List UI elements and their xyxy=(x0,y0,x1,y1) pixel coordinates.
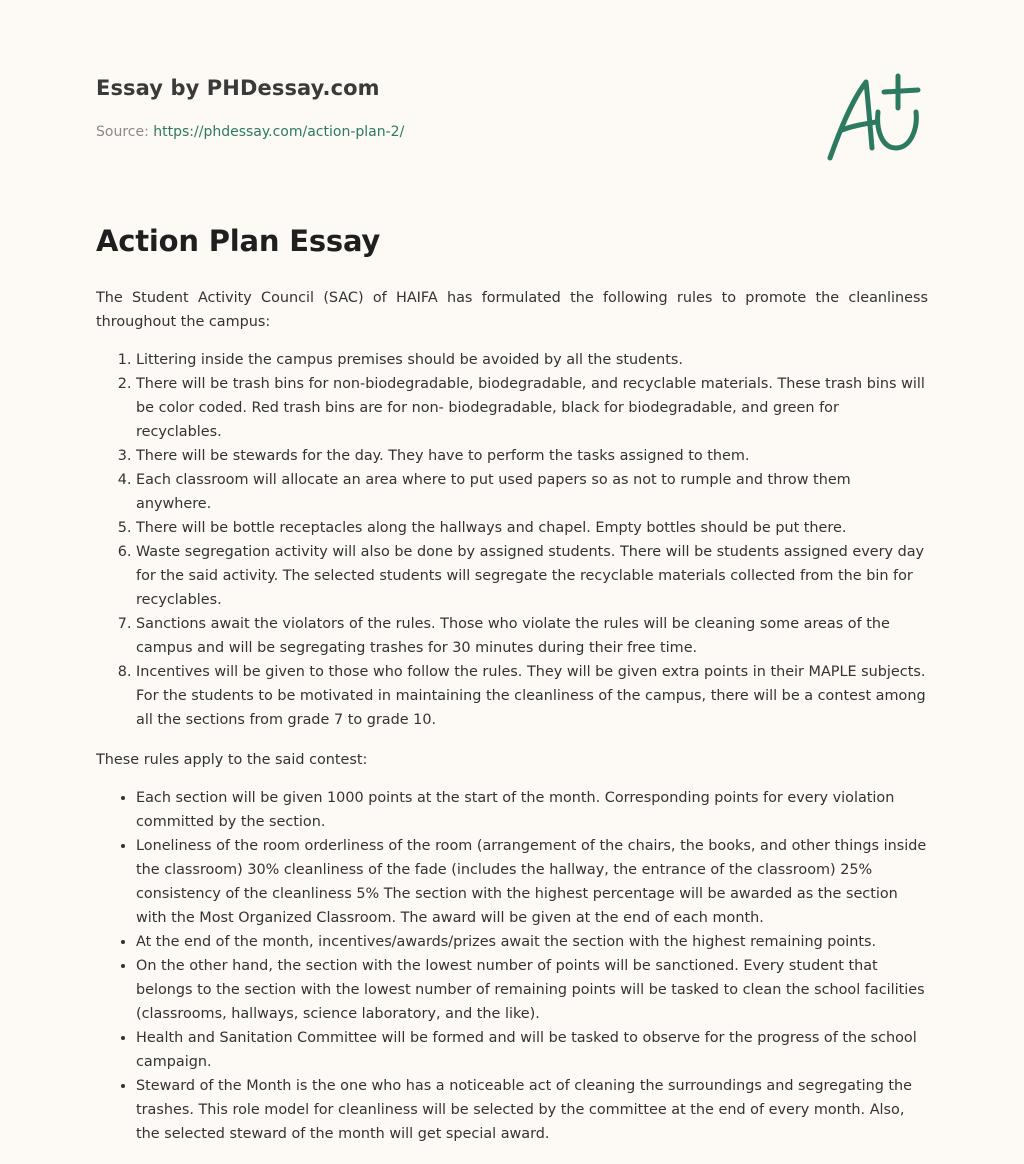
list-item: 8. Incentives will be given to those who follow the rules. They will be given extra points in their MAPLE subjects. For the students to be motivated in maintaining the cleanliness of the campus, there will be a contest among all the sections from grade 7 to grade 10. xyxy=(136,660,928,732)
list-item: 1. Littering inside the campus premises should be avoided by all the students. xyxy=(136,348,928,372)
list-item: 3. There will be stewards for the day. They have to perform the tasks assigned to them. xyxy=(136,444,928,468)
list-item: 7. Sanctions await the violators of the rules. Those who violate the rules will be cleaning some areas of the campus and will be segregating trashes for 30 minutes during their free time. xyxy=(136,612,928,660)
list-item: • At the end of the month, incentives/awards/prizes await the section with the highest remaining points. xyxy=(136,930,928,954)
source-link[interactable]: https://phdessay.com/action-plan-2/ xyxy=(153,124,405,140)
essay-body xyxy=(96,286,928,1162)
contest-intro-paragraph: These rules apply to the said contest: xyxy=(96,752,368,768)
list-item: • Steward of the Month is the one who has a noticeable act of cleaning the surroundings and segregating the trashes. This role model for cleanliness will be selected by the committee at the end of every month. Also, the selected steward of the month will get special award. xyxy=(136,1074,928,1146)
a-plus-logo-icon xyxy=(826,70,926,165)
list-item: • Health and Sanitation Committee will be formed and will be tasked to observe for the progress of the school campaign. xyxy=(136,1026,928,1074)
intro-paragraph: The Student Activity Council (SAC) of HAIFA has formulated the following rules to promote the cleanliness throughout the campus: xyxy=(96,290,928,330)
list-item: 6. Waste segregation activity will also be done by assigned students. There will be students assigned every day for the said activity. The selected students will segregate the recyclable materials collected from the bin for recyclables. xyxy=(136,540,928,612)
list-item: 5. There will be bottle receptacles along the hallways and chapel. Empty bottles should be put there. xyxy=(136,516,928,540)
list-item: • Each section will be given 1000 points at the start of the month. Corresponding points for every violation committed by the section. xyxy=(136,786,928,834)
list-item: 2. There will be trash bins for non-biodegradable, biodegradable, and recyclable materials. These trash bins will be color coded. Red trash bins are for non- biodegradable, black for biodegradable, and green for recyclables. xyxy=(136,372,928,444)
source-line xyxy=(96,124,404,140)
site-title: Essay by PHDessay.com xyxy=(96,76,380,100)
a-plus-logo xyxy=(826,70,926,165)
list-item: • Loneliness of the room orderliness of the room (arrangement of the chairs, the books, and other things inside the classroom) 30% cleanliness of the fade (includes the hallway, the entrance of the classroom) 25% consistency of the cleanliness 5% The section with the highest percentage will be awarded as the section with the Most Organized Classroom. The award will be given at the end of each month. xyxy=(136,834,928,930)
rules-list xyxy=(96,348,928,732)
essay-title: Action Plan Essay xyxy=(96,224,381,258)
list-item: 4. Each classroom will allocate an area where to put used papers so as not to rumple and throw them anywhere. xyxy=(136,468,928,516)
contest-rules-list xyxy=(96,786,928,1146)
list-item: • On the other hand, the section with the lowest number of points will be sanctioned. Every student that belongs to the section with the lowest number of remaining points will be tasked to clean the school facilities (classrooms, hallways, science laboratory, and the like). xyxy=(136,954,928,1026)
source-label: Source: xyxy=(96,124,149,140)
